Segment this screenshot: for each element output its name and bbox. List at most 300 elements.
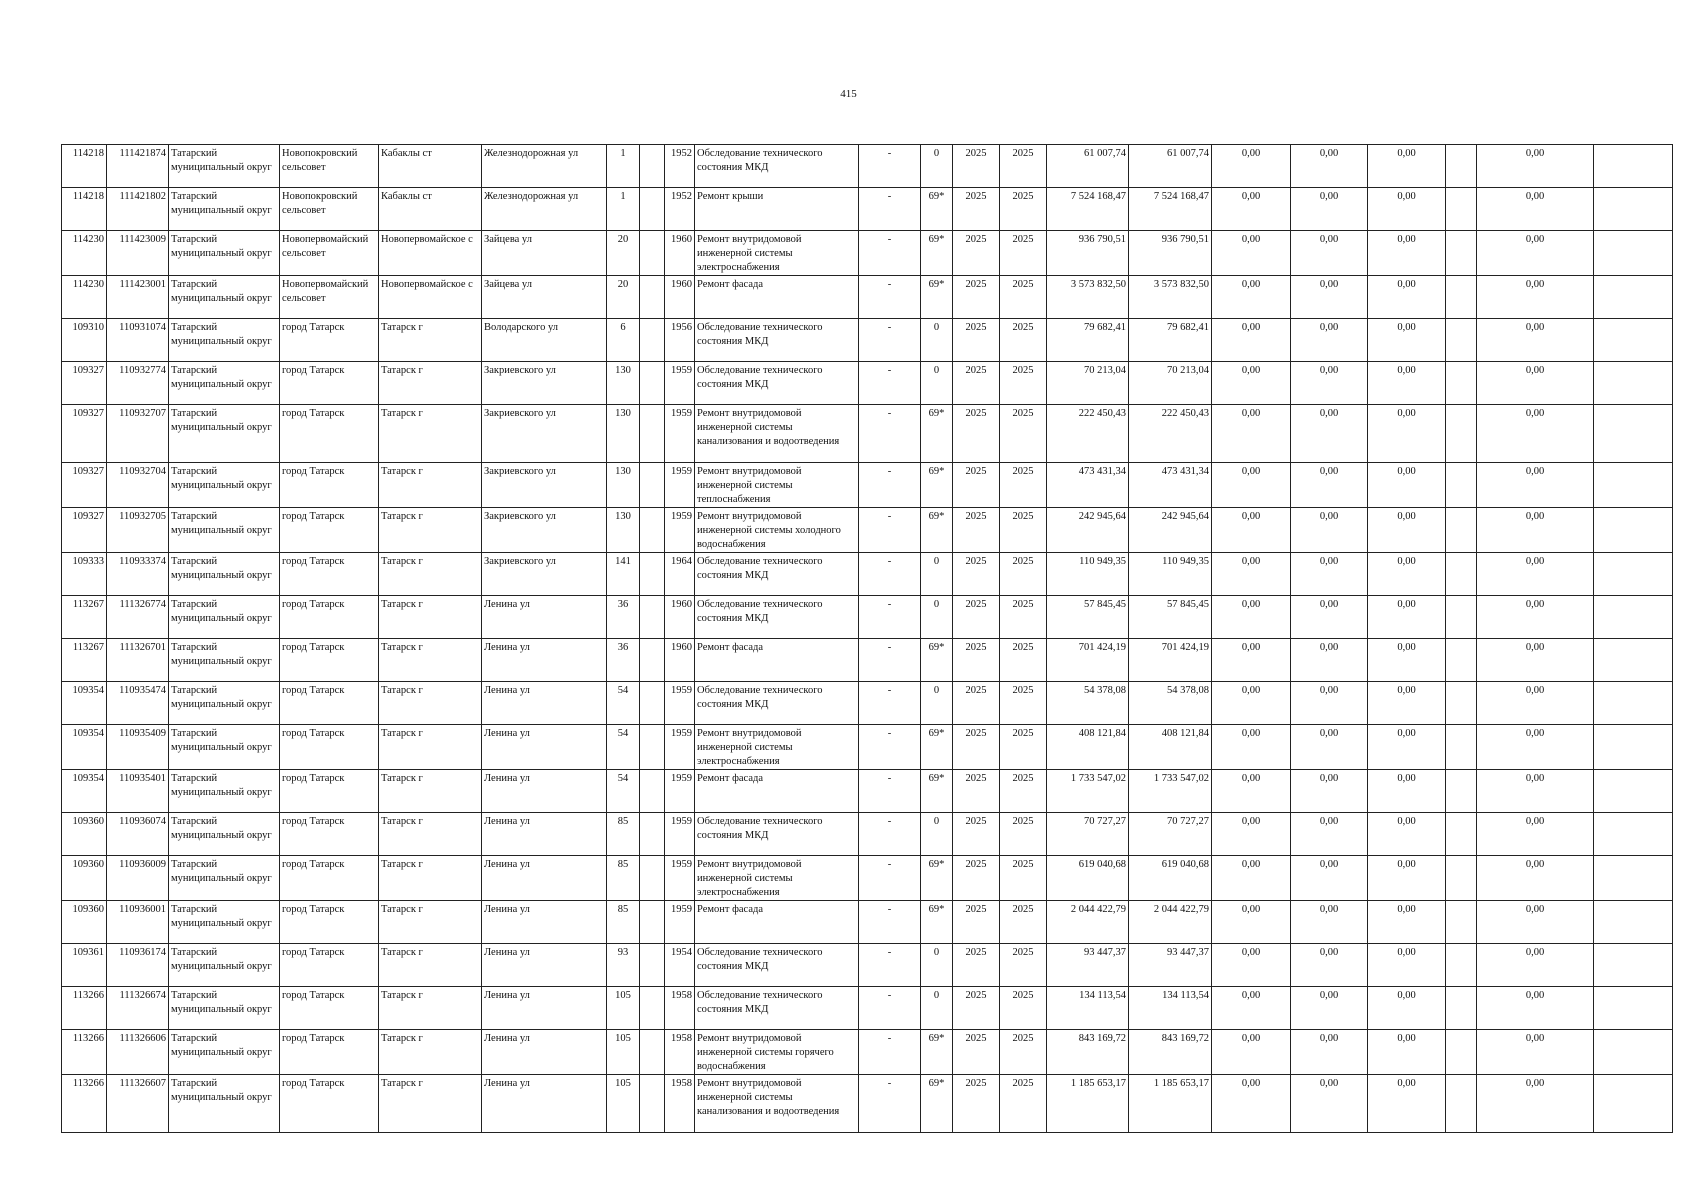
cell-id: 113266 bbox=[62, 1030, 107, 1075]
cell-v5: 0,00 bbox=[1477, 188, 1594, 231]
cell-v2: 0,00 bbox=[1291, 901, 1368, 944]
cell-year-start: 2025 bbox=[953, 596, 1000, 639]
cell-building bbox=[640, 463, 665, 508]
cell-district: Татарский муниципальный округ bbox=[169, 508, 280, 553]
table-row bbox=[62, 145, 1673, 188]
cell-building bbox=[640, 362, 665, 405]
cell-v2: 0,00 bbox=[1291, 553, 1368, 596]
cell-building bbox=[640, 596, 665, 639]
cell-council: город Татарск bbox=[280, 813, 379, 856]
cell-year-start: 2025 bbox=[953, 405, 1000, 463]
cell-total: 222 450,43 bbox=[1129, 405, 1212, 463]
cell-locality: Татарск г bbox=[379, 1075, 482, 1133]
cell-v1: 0,00 bbox=[1212, 901, 1291, 944]
cell-v5: 0,00 bbox=[1477, 231, 1594, 276]
cell-year-start: 2025 bbox=[953, 813, 1000, 856]
cell-norm: 69* bbox=[921, 725, 953, 770]
cell-norm: 0 bbox=[921, 319, 953, 362]
cell-house: 1 bbox=[607, 145, 640, 188]
cell-year: 1959 bbox=[665, 856, 695, 901]
cell-dash: - bbox=[859, 188, 921, 231]
cell-code: 110935409 bbox=[107, 725, 169, 770]
cell-total: 843 169,72 bbox=[1129, 1030, 1212, 1075]
cell-v2: 0,00 bbox=[1291, 188, 1368, 231]
cell-year-start: 2025 bbox=[953, 856, 1000, 901]
cell-dash: - bbox=[859, 1075, 921, 1133]
cell-v1: 0,00 bbox=[1212, 1075, 1291, 1133]
cell-street: Закриевского ул bbox=[482, 362, 607, 405]
cell-house: 54 bbox=[607, 682, 640, 725]
cell-dash: - bbox=[859, 596, 921, 639]
cell-council: город Татарск bbox=[280, 1030, 379, 1075]
cell-v3: 0,00 bbox=[1368, 463, 1446, 508]
cell-v2: 0,00 bbox=[1291, 362, 1368, 405]
cell-house: 93 bbox=[607, 944, 640, 987]
cell-v5: 0,00 bbox=[1477, 145, 1594, 188]
cell-dash: - bbox=[859, 856, 921, 901]
cell-code: 110936074 bbox=[107, 813, 169, 856]
cell-v5: 0,00 bbox=[1477, 813, 1594, 856]
cell-year-start: 2025 bbox=[953, 987, 1000, 1030]
cell-cost: 57 845,45 bbox=[1047, 596, 1129, 639]
cell-council: город Татарск bbox=[280, 987, 379, 1030]
cell-street: Закриевского ул bbox=[482, 553, 607, 596]
cell-work: Ремонт фасада bbox=[695, 901, 859, 944]
cell-year: 1959 bbox=[665, 901, 695, 944]
cell-v2: 0,00 bbox=[1291, 725, 1368, 770]
table-row bbox=[62, 188, 1673, 231]
cell-v6 bbox=[1594, 856, 1673, 901]
cell-total: 70 213,04 bbox=[1129, 362, 1212, 405]
cell-v3: 0,00 bbox=[1368, 901, 1446, 944]
cell-work: Обследование технического состояния МКД bbox=[695, 596, 859, 639]
cell-id: 114230 bbox=[62, 231, 107, 276]
cell-norm: 0 bbox=[921, 987, 953, 1030]
cell-cost: 134 113,54 bbox=[1047, 987, 1129, 1030]
cell-house: 105 bbox=[607, 1075, 640, 1133]
cell-building bbox=[640, 987, 665, 1030]
cell-year-end: 2025 bbox=[1000, 145, 1047, 188]
cell-dash: - bbox=[859, 813, 921, 856]
cell-v3: 0,00 bbox=[1368, 725, 1446, 770]
cell-id: 109354 bbox=[62, 770, 107, 813]
cell-code: 110932707 bbox=[107, 405, 169, 463]
cell-district: Татарский муниципальный округ bbox=[169, 319, 280, 362]
cell-year: 1959 bbox=[665, 463, 695, 508]
cell-v1: 0,00 bbox=[1212, 856, 1291, 901]
cell-house: 36 bbox=[607, 596, 640, 639]
cell-year-end: 2025 bbox=[1000, 463, 1047, 508]
cell-v4 bbox=[1446, 725, 1477, 770]
cell-v4 bbox=[1446, 987, 1477, 1030]
cell-district: Татарский муниципальный округ bbox=[169, 553, 280, 596]
cell-v5: 0,00 bbox=[1477, 770, 1594, 813]
cell-v4 bbox=[1446, 770, 1477, 813]
cell-district: Татарский муниципальный округ bbox=[169, 901, 280, 944]
cell-building bbox=[640, 145, 665, 188]
cell-dash: - bbox=[859, 463, 921, 508]
cell-locality: Татарск г bbox=[379, 813, 482, 856]
cell-v6 bbox=[1594, 987, 1673, 1030]
cell-norm: 69* bbox=[921, 639, 953, 682]
cell-v5: 0,00 bbox=[1477, 1030, 1594, 1075]
cell-work: Обследование технического состояния МКД bbox=[695, 362, 859, 405]
cell-locality: Татарск г bbox=[379, 1030, 482, 1075]
cell-house: 54 bbox=[607, 725, 640, 770]
cell-code: 110936001 bbox=[107, 901, 169, 944]
cell-v3: 0,00 bbox=[1368, 770, 1446, 813]
cell-building bbox=[640, 405, 665, 463]
cell-v6 bbox=[1594, 319, 1673, 362]
cell-v1: 0,00 bbox=[1212, 987, 1291, 1030]
cell-cost: 7 524 168,47 bbox=[1047, 188, 1129, 231]
cell-id: 114218 bbox=[62, 188, 107, 231]
cell-year-end: 2025 bbox=[1000, 596, 1047, 639]
table-body bbox=[62, 145, 1673, 1133]
cell-norm: 0 bbox=[921, 813, 953, 856]
cell-norm: 69* bbox=[921, 188, 953, 231]
cell-v4 bbox=[1446, 596, 1477, 639]
cell-v2: 0,00 bbox=[1291, 770, 1368, 813]
cell-v2: 0,00 bbox=[1291, 813, 1368, 856]
cell-year: 1958 bbox=[665, 1075, 695, 1133]
table-row bbox=[62, 596, 1673, 639]
cell-council: город Татарск bbox=[280, 319, 379, 362]
cell-id: 109327 bbox=[62, 362, 107, 405]
cell-building bbox=[640, 639, 665, 682]
cell-v2: 0,00 bbox=[1291, 1075, 1368, 1133]
table-row bbox=[62, 770, 1673, 813]
cell-house: 85 bbox=[607, 813, 640, 856]
cell-v4 bbox=[1446, 856, 1477, 901]
cell-dash: - bbox=[859, 319, 921, 362]
cell-v3: 0,00 bbox=[1368, 856, 1446, 901]
cell-v4 bbox=[1446, 1075, 1477, 1133]
cell-total: 134 113,54 bbox=[1129, 987, 1212, 1030]
cell-total: 57 845,45 bbox=[1129, 596, 1212, 639]
cell-council: город Татарск bbox=[280, 770, 379, 813]
cell-street: Зайцева ул bbox=[482, 276, 607, 319]
cell-norm: 69* bbox=[921, 770, 953, 813]
cell-code: 111423009 bbox=[107, 231, 169, 276]
cell-norm: 0 bbox=[921, 596, 953, 639]
cell-council: город Татарск bbox=[280, 682, 379, 725]
cell-v3: 0,00 bbox=[1368, 987, 1446, 1030]
cell-street: Ленина ул bbox=[482, 596, 607, 639]
cell-code: 110932774 bbox=[107, 362, 169, 405]
cell-street: Ленина ул bbox=[482, 725, 607, 770]
cell-v3: 0,00 bbox=[1368, 682, 1446, 725]
cell-v4 bbox=[1446, 231, 1477, 276]
cell-locality: Кабаклы ст bbox=[379, 145, 482, 188]
cell-v1: 0,00 bbox=[1212, 508, 1291, 553]
cell-dash: - bbox=[859, 553, 921, 596]
cell-district: Татарский муниципальный округ bbox=[169, 944, 280, 987]
cell-council: город Татарск bbox=[280, 553, 379, 596]
cell-year-end: 2025 bbox=[1000, 725, 1047, 770]
cell-locality: Татарск г bbox=[379, 596, 482, 639]
cell-district: Татарский муниципальный округ bbox=[169, 639, 280, 682]
cell-v4 bbox=[1446, 276, 1477, 319]
cell-total: 473 431,34 bbox=[1129, 463, 1212, 508]
cell-code: 111326674 bbox=[107, 987, 169, 1030]
cell-work: Ремонт внутридомовой инженерной системы электроснабжения bbox=[695, 725, 859, 770]
table-row bbox=[62, 901, 1673, 944]
cell-street: Зайцева ул bbox=[482, 231, 607, 276]
cell-locality: Татарск г bbox=[379, 508, 482, 553]
cell-locality: Новопервомайское с bbox=[379, 231, 482, 276]
cell-year: 1960 bbox=[665, 276, 695, 319]
cell-v5: 0,00 bbox=[1477, 944, 1594, 987]
cell-year: 1959 bbox=[665, 405, 695, 463]
cell-year-end: 2025 bbox=[1000, 856, 1047, 901]
table-row bbox=[62, 987, 1673, 1030]
cell-total: 3 573 832,50 bbox=[1129, 276, 1212, 319]
cell-year-end: 2025 bbox=[1000, 405, 1047, 463]
cell-v2: 0,00 bbox=[1291, 405, 1368, 463]
cell-dash: - bbox=[859, 639, 921, 682]
table-row bbox=[62, 276, 1673, 319]
cell-v2: 0,00 bbox=[1291, 276, 1368, 319]
cell-v4 bbox=[1446, 944, 1477, 987]
table-row bbox=[62, 463, 1673, 508]
cell-code: 110933374 bbox=[107, 553, 169, 596]
cell-total: 936 790,51 bbox=[1129, 231, 1212, 276]
cell-year-end: 2025 bbox=[1000, 231, 1047, 276]
cell-v1: 0,00 bbox=[1212, 463, 1291, 508]
table-row bbox=[62, 231, 1673, 276]
cell-v4 bbox=[1446, 362, 1477, 405]
cell-street: Ленина ул bbox=[482, 639, 607, 682]
cell-code: 111421874 bbox=[107, 145, 169, 188]
cell-year-start: 2025 bbox=[953, 553, 1000, 596]
cell-v6 bbox=[1594, 770, 1673, 813]
cell-council: Новопервомайский сельсовет bbox=[280, 231, 379, 276]
cell-v4 bbox=[1446, 319, 1477, 362]
cell-district: Татарский муниципальный округ bbox=[169, 188, 280, 231]
cell-v4 bbox=[1446, 901, 1477, 944]
cell-v6 bbox=[1594, 682, 1673, 725]
cell-locality: Татарск г bbox=[379, 639, 482, 682]
cell-code: 111423001 bbox=[107, 276, 169, 319]
cell-v3: 0,00 bbox=[1368, 1075, 1446, 1133]
cell-total: 110 949,35 bbox=[1129, 553, 1212, 596]
cell-cost: 93 447,37 bbox=[1047, 944, 1129, 987]
cell-v5: 0,00 bbox=[1477, 682, 1594, 725]
cell-v6 bbox=[1594, 944, 1673, 987]
cell-norm: 69* bbox=[921, 276, 953, 319]
cell-work: Обследование технического состояния МКД bbox=[695, 145, 859, 188]
cell-district: Татарский муниципальный округ bbox=[169, 725, 280, 770]
cell-district: Татарский муниципальный округ bbox=[169, 231, 280, 276]
cell-v2: 0,00 bbox=[1291, 1030, 1368, 1075]
cell-total: 1 185 653,17 bbox=[1129, 1075, 1212, 1133]
cell-v2: 0,00 bbox=[1291, 639, 1368, 682]
cell-code: 111326774 bbox=[107, 596, 169, 639]
cell-street: Володарского ул bbox=[482, 319, 607, 362]
cell-locality: Кабаклы ст bbox=[379, 188, 482, 231]
table-row bbox=[62, 508, 1673, 553]
cell-total: 93 447,37 bbox=[1129, 944, 1212, 987]
cell-district: Татарский муниципальный округ bbox=[169, 813, 280, 856]
cell-v1: 0,00 bbox=[1212, 188, 1291, 231]
cell-street: Ленина ул bbox=[482, 813, 607, 856]
cell-cost: 110 949,35 bbox=[1047, 553, 1129, 596]
cell-work: Обследование технического состояния МКД bbox=[695, 553, 859, 596]
cell-council: город Татарск bbox=[280, 639, 379, 682]
cell-dash: - bbox=[859, 362, 921, 405]
cell-locality: Татарск г bbox=[379, 856, 482, 901]
cell-house: 1 bbox=[607, 188, 640, 231]
cell-locality: Новопервомайское с bbox=[379, 276, 482, 319]
cell-year-start: 2025 bbox=[953, 770, 1000, 813]
cell-v6 bbox=[1594, 276, 1673, 319]
cell-v1: 0,00 bbox=[1212, 276, 1291, 319]
cell-v3: 0,00 bbox=[1368, 813, 1446, 856]
cell-id: 113267 bbox=[62, 639, 107, 682]
cell-norm: 69* bbox=[921, 405, 953, 463]
cell-v2: 0,00 bbox=[1291, 231, 1368, 276]
cell-v6 bbox=[1594, 463, 1673, 508]
cell-street: Ленина ул bbox=[482, 901, 607, 944]
cell-council: город Татарск bbox=[280, 901, 379, 944]
cell-dash: - bbox=[859, 944, 921, 987]
cell-council: город Татарск bbox=[280, 508, 379, 553]
cell-dash: - bbox=[859, 901, 921, 944]
table-row bbox=[62, 553, 1673, 596]
cell-v1: 0,00 bbox=[1212, 770, 1291, 813]
cell-dash: - bbox=[859, 987, 921, 1030]
cell-v3: 0,00 bbox=[1368, 319, 1446, 362]
cell-v2: 0,00 bbox=[1291, 145, 1368, 188]
cell-v1: 0,00 bbox=[1212, 596, 1291, 639]
cell-year-end: 2025 bbox=[1000, 813, 1047, 856]
cell-id: 113266 bbox=[62, 1075, 107, 1133]
cell-district: Татарский муниципальный округ bbox=[169, 362, 280, 405]
cell-v2: 0,00 bbox=[1291, 508, 1368, 553]
cell-house: 105 bbox=[607, 987, 640, 1030]
cell-year-end: 2025 bbox=[1000, 1075, 1047, 1133]
cell-locality: Татарск г bbox=[379, 901, 482, 944]
table-row bbox=[62, 944, 1673, 987]
cell-v6 bbox=[1594, 901, 1673, 944]
cell-norm: 0 bbox=[921, 944, 953, 987]
cell-street: Ленина ул bbox=[482, 770, 607, 813]
cell-v1: 0,00 bbox=[1212, 553, 1291, 596]
cell-total: 242 945,64 bbox=[1129, 508, 1212, 553]
cell-council: город Татарск bbox=[280, 856, 379, 901]
cell-year: 1959 bbox=[665, 813, 695, 856]
cell-cost: 1 185 653,17 bbox=[1047, 1075, 1129, 1133]
cell-v6 bbox=[1594, 596, 1673, 639]
cell-cost: 79 682,41 bbox=[1047, 319, 1129, 362]
cell-building bbox=[640, 901, 665, 944]
cell-v1: 0,00 bbox=[1212, 682, 1291, 725]
cell-norm: 69* bbox=[921, 1075, 953, 1133]
cell-cost: 70 213,04 bbox=[1047, 362, 1129, 405]
table-row bbox=[62, 319, 1673, 362]
cell-work: Ремонт фасада bbox=[695, 276, 859, 319]
cell-v6 bbox=[1594, 1075, 1673, 1133]
cell-building bbox=[640, 770, 665, 813]
cell-locality: Татарск г bbox=[379, 463, 482, 508]
cell-code: 111326606 bbox=[107, 1030, 169, 1075]
cell-code: 110931074 bbox=[107, 319, 169, 362]
table-row bbox=[62, 1075, 1673, 1133]
cell-total: 408 121,84 bbox=[1129, 725, 1212, 770]
cell-v5: 0,00 bbox=[1477, 856, 1594, 901]
cell-v2: 0,00 bbox=[1291, 682, 1368, 725]
cell-total: 1 733 547,02 bbox=[1129, 770, 1212, 813]
cell-v5: 0,00 bbox=[1477, 901, 1594, 944]
cell-building bbox=[640, 319, 665, 362]
cell-work: Ремонт внутридомовой инженерной системы горячего водоснабжения bbox=[695, 1030, 859, 1075]
cell-v5: 0,00 bbox=[1477, 405, 1594, 463]
table-row bbox=[62, 405, 1673, 463]
cell-year-end: 2025 bbox=[1000, 901, 1047, 944]
page-number: 415 bbox=[840, 88, 857, 100]
cell-norm: 0 bbox=[921, 145, 953, 188]
cell-norm: 0 bbox=[921, 362, 953, 405]
cell-v5: 0,00 bbox=[1477, 596, 1594, 639]
cell-district: Татарский муниципальный округ bbox=[169, 1075, 280, 1133]
cell-year-start: 2025 bbox=[953, 901, 1000, 944]
cell-v1: 0,00 bbox=[1212, 405, 1291, 463]
cell-house: 20 bbox=[607, 231, 640, 276]
cell-v6 bbox=[1594, 725, 1673, 770]
cell-v6 bbox=[1594, 508, 1673, 553]
cell-dash: - bbox=[859, 508, 921, 553]
cell-cost: 701 424,19 bbox=[1047, 639, 1129, 682]
cell-district: Татарский муниципальный округ bbox=[169, 463, 280, 508]
cell-norm: 69* bbox=[921, 856, 953, 901]
cell-code: 110936009 bbox=[107, 856, 169, 901]
cell-building bbox=[640, 188, 665, 231]
cell-dash: - bbox=[859, 231, 921, 276]
cell-year-end: 2025 bbox=[1000, 508, 1047, 553]
cell-year: 1960 bbox=[665, 639, 695, 682]
cell-id: 109327 bbox=[62, 463, 107, 508]
cell-year: 1959 bbox=[665, 725, 695, 770]
cell-council: город Татарск bbox=[280, 725, 379, 770]
cell-street: Ленина ул bbox=[482, 682, 607, 725]
cell-house: 130 bbox=[607, 362, 640, 405]
cell-cost: 408 121,84 bbox=[1047, 725, 1129, 770]
cell-locality: Татарск г bbox=[379, 944, 482, 987]
cell-id: 113266 bbox=[62, 987, 107, 1030]
cell-v5: 0,00 bbox=[1477, 362, 1594, 405]
cell-id: 114218 bbox=[62, 145, 107, 188]
cell-district: Татарский муниципальный округ bbox=[169, 596, 280, 639]
cell-house: 105 bbox=[607, 1030, 640, 1075]
cell-v1: 0,00 bbox=[1212, 1030, 1291, 1075]
cell-v6 bbox=[1594, 553, 1673, 596]
cell-council: Новопокровский сельсовет bbox=[280, 188, 379, 231]
cell-district: Татарский муниципальный округ bbox=[169, 682, 280, 725]
cell-v6 bbox=[1594, 362, 1673, 405]
cell-norm: 69* bbox=[921, 231, 953, 276]
cell-locality: Татарск г bbox=[379, 319, 482, 362]
cell-building bbox=[640, 553, 665, 596]
cell-v3: 0,00 bbox=[1368, 145, 1446, 188]
cell-code: 111421802 bbox=[107, 188, 169, 231]
cell-street: Ленина ул bbox=[482, 1075, 607, 1133]
cell-locality: Татарск г bbox=[379, 682, 482, 725]
cell-dash: - bbox=[859, 682, 921, 725]
cell-year-start: 2025 bbox=[953, 944, 1000, 987]
cell-dash: - bbox=[859, 770, 921, 813]
table-row bbox=[62, 362, 1673, 405]
